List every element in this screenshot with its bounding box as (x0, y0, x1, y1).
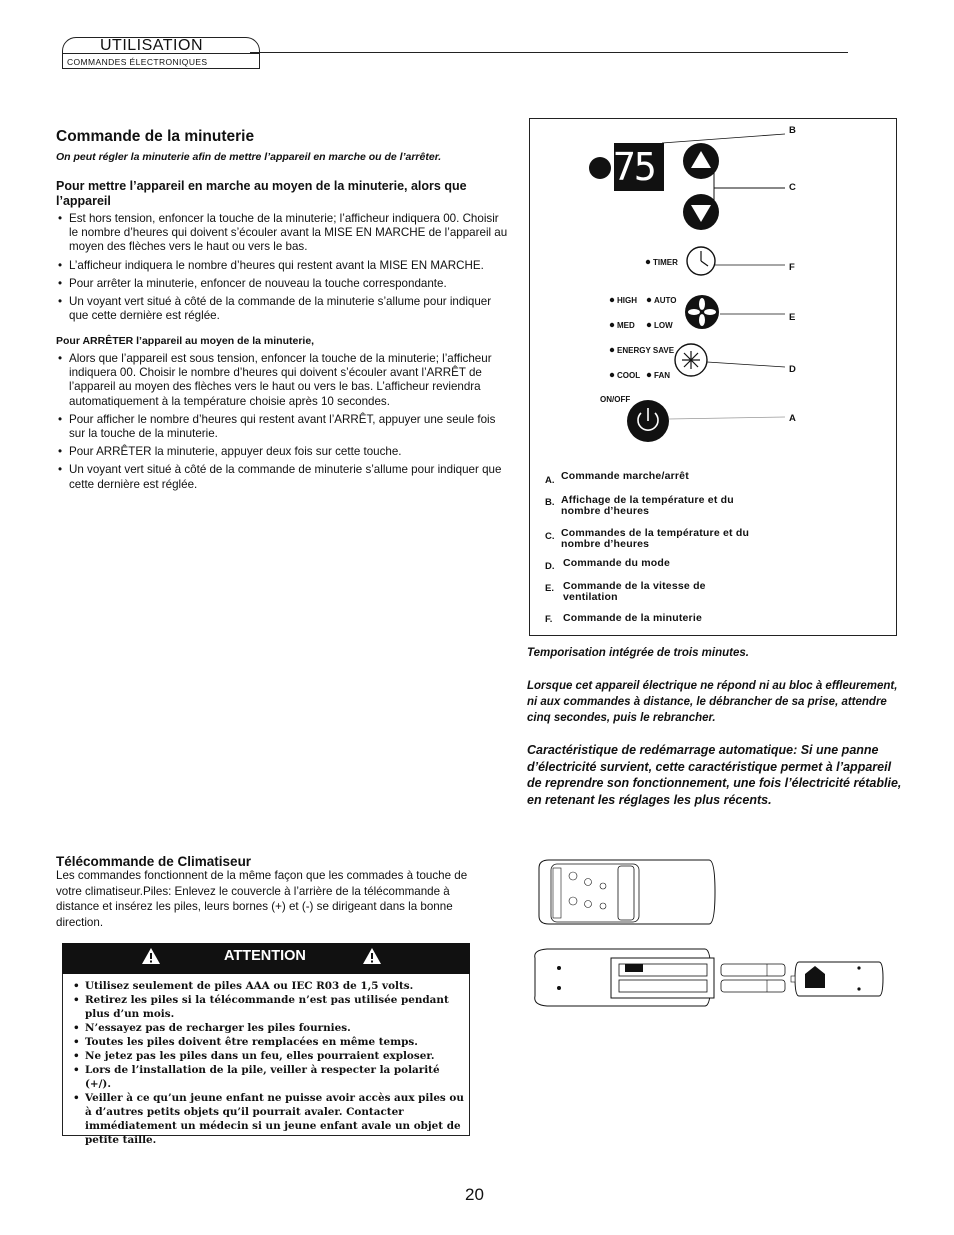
list-item: • Retirez les piles si la télécommande n’est pas utilisée pendant plus d’un mois. (73, 993, 465, 1021)
callout-a: A (789, 413, 796, 424)
legend-letter: F. (545, 614, 553, 625)
fan-label: FAN (654, 371, 670, 380)
list-item: • N’essayez pas de recharger les piles fournies. (73, 1021, 465, 1035)
timer-on-list (56, 212, 508, 327)
cool-label: COOL (617, 371, 641, 380)
indicator-dots (610, 260, 651, 377)
callout-d: D (789, 364, 796, 375)
list-item: • Pour arrêter la minuterie, enfoncer de nouveau la touche correspondante. (56, 277, 508, 291)
list-item: • Pour ARRÊTER la minuterie, appuyer deux fois sur cette touche. (56, 445, 508, 459)
legend-letter: B. (545, 497, 555, 508)
list-item: • Utilisez seulement de piles AAA ou IEC R03 de 1,5 volts. (73, 979, 465, 993)
callout-c: C (789, 182, 796, 193)
list-item: • Est hors tension, enfoncer la touche de la minuterie; l’afficheur indiquera 00. Choisir le nombre d’heures qui doivent s’écouler avant la MISE EN MARCHE de l’appareil au moyen des flèches vers le haut ou vers le bas. (56, 212, 508, 255)
timer-intro: On peut régler la minuterie afin de mettre l’appareil en marche ou de l’arrêter. (56, 151, 442, 163)
callout-f: F (789, 262, 795, 273)
remote-heading: Télécommande de Climatiseur (56, 854, 252, 869)
remote-battery-illustration (529, 944, 889, 1010)
legend-text: Commande marche/arrêt (561, 470, 689, 482)
attention-list (73, 979, 465, 1147)
warning-icon (141, 947, 161, 965)
low-label: LOW (654, 321, 673, 330)
auto-restart-note: Caractéristique de redémarrage automatique: Si une panne d’électricité survient, cette caractéristique permet à l’appareil de reprendre son fonctionnement, une fois l’électricité rétablie, en retenant les réglages les plus récents. (527, 743, 902, 807)
timer-off-list (56, 352, 508, 496)
legend-text: Commandes de la température et du nombre d’heures (561, 527, 750, 550)
list-item: • Un voyant vert situé à côté de la commande de la minuterie s’allume pour indiquer que cette dernière est réglée. (56, 295, 508, 323)
list-item: • Lors de l’installation de la pile, veiller à respecter la polarité (+/). (73, 1063, 465, 1091)
energy-save-label: ENERGY SAVE (617, 346, 675, 355)
page-number: 20 (465, 1185, 484, 1204)
timer-heading: Commande de la minuterie (56, 128, 255, 145)
display-readout: 75 (613, 145, 655, 189)
callout-b: B (789, 125, 796, 136)
no-response-note: Lorsque cet appareil électrique ne répond ni au bloc à effleurement, ni aux commandes à distance, le débrancher de sa prise, attendre cinq secondes, puis le rebrancher. (527, 680, 898, 724)
legend-letter: C. (545, 531, 555, 542)
status-light-icon (589, 157, 611, 179)
legend-text: Affichage de la température et du nombre d’heures (561, 494, 734, 517)
remote-body: Les commandes fonctionnent de la même façon que les commades à touche de votre climatiseur.Piles: Enlevez le couvercle à l’arrière de la télécommande à distance et insérez les piles, leurs bornes (+) et (-) se dirigeant dans la bonne direction. (56, 869, 468, 929)
callout-e: E (789, 312, 796, 323)
legend-letter: A. (545, 475, 555, 486)
legend-text: Commande de la vitesse de ventilation (563, 580, 706, 603)
high-label: HIGH (617, 296, 637, 305)
control-panel-diagram (529, 118, 897, 636)
remote-front-illustration (533, 856, 718, 928)
timer-on-heading: Pour mettre l’appareil en marche au moyen de la minuterie, alors que l’appareil (56, 179, 467, 208)
list-item: • Veiller à ce qu’un jeune enfant ne puisse avoir accès aux piles ou à d’autres petits objets qu’il pourrait avaler. Contacter immédiatement un médecin si un jeune enfant avale un objet de petite taille. (73, 1091, 465, 1147)
battery-icon (721, 980, 785, 992)
legend-text: Commande du mode (563, 557, 671, 569)
header-rule (250, 52, 848, 53)
list-item: • Ne jetez pas les piles dans un feu, elles pourraient exploser. (73, 1049, 465, 1063)
delay-note: Temporisation intégrée de trois minutes. (527, 647, 749, 659)
list-item: • Pour afficher le nombre d’heures qui restent avant l’ARRÊT, appuyer une seule fois sur la touche de la minuterie. (56, 413, 508, 441)
legend-text: Commande de la minuterie (563, 612, 702, 624)
med-label: MED (617, 321, 635, 330)
on-off-label: ON/OFF (600, 395, 631, 404)
list-item: • Toutes les piles doivent être remplacées en même temps. (73, 1035, 465, 1049)
auto-label: AUTO (654, 296, 677, 305)
list-item: • Un voyant vert situé à côté de la commande de minuterie s’allume pour indiquer que cette dernière est réglée. (56, 463, 508, 491)
legend-letter: E. (545, 583, 554, 594)
battery-icon (721, 964, 785, 976)
warning-icon (362, 947, 382, 965)
attention-title: ATTENTION (224, 948, 306, 964)
list-item: • Alors que l’appareil est sous tension, enfoncer la touche de la minuterie; l’afficheur indiquera 00. Choisir le nombre d’heures qui doivent s’écouler avant l’ARRÊT de l’appareil au moyen des flèches vers le haut ou vers le bas. L’afficheur reviendra automatiquement à la température choisie après 10 secondes. (56, 352, 508, 409)
mode-icon (682, 351, 700, 369)
timer-off-heading: Pour ARRÊTER l’appareil au moyen de la minuterie, (56, 335, 315, 347)
legend-letter: D. (545, 561, 555, 572)
section-title: UTILISATION (100, 37, 203, 54)
timer-label: TIMER (653, 258, 678, 267)
section-subtitle: COMMANDES ÉLECTRONIQUES (67, 57, 208, 67)
list-item: • L’afficheur indiquera le nombre d’heures qui restent avant la MISE EN MARCHE. (56, 259, 508, 273)
